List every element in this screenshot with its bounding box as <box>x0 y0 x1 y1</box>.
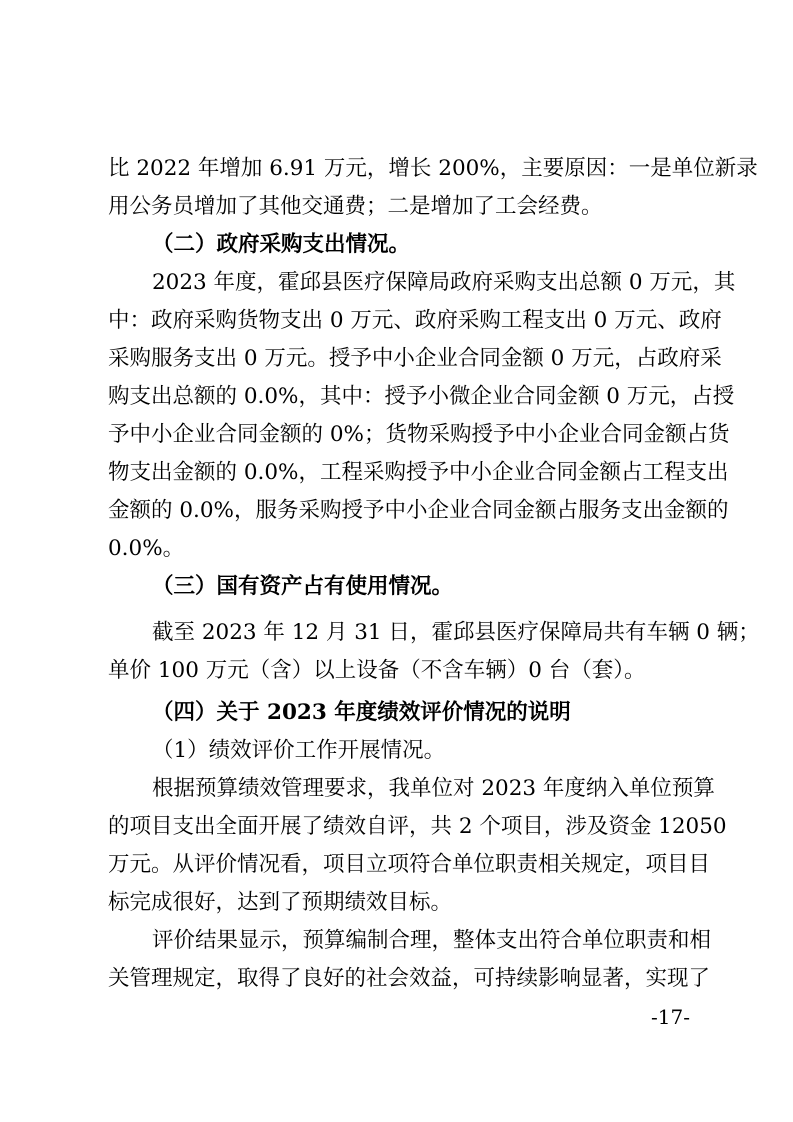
body-text-line: 单价 100 万元（含）以上设备（不含车辆）0 台（套）。 <box>108 658 646 683</box>
body-text-line: 金额的 0.0%，服务采购授予中小企业合同金额占服务支出金额的 <box>108 498 729 523</box>
section-heading: （四）关于 2023 年度绩效评价情况的说明 <box>152 700 571 725</box>
body-text-line: 用公务员增加了其他交通费；二是增加了工会经费。 <box>108 194 603 219</box>
body-text-line: 万元。从评价情况看，项目立项符合单位职责相关规定，项目目 <box>108 852 711 877</box>
body-text-line: 标完成很好，达到了预期绩效目标。 <box>108 890 453 915</box>
body-text-line: 采购服务支出 0 万元。授予中小企业合同金额 0 万元，占政府采 <box>108 346 722 371</box>
body-text-line: 根据预算绩效管理要求，我单位对 2023 年度纳入单位预算 <box>152 776 715 801</box>
subsection-heading: （1）绩效评价工作开展情况。 <box>152 738 446 763</box>
body-text-line: 评价结果显示，预算编制合理，整体支出符合单位职责和相 <box>152 928 712 953</box>
body-text-line: 0.0%。 <box>108 536 185 561</box>
body-text-line: 中：政府采购货物支出 0 万元、政府采购工程支出 0 万元、政府 <box>108 308 722 333</box>
body-text-line: 予中小企业合同金额的 0%；货物采购授予中小企业合同金额占货 <box>108 422 730 447</box>
page-number: -17- <box>651 1005 690 1029</box>
section-heading: （三）国有资产占有使用情况。 <box>152 574 454 599</box>
body-text-line: 物支出金额的 0.0%，工程采购授予中小企业合同金额占工程支出 <box>108 460 729 485</box>
body-text-line: 比 2022 年增加 6.91 万元，增长 200%，主要原因：一是单位新录 <box>108 156 758 181</box>
body-text-line: 截至 2023 年 12 月 31 日，霍邱县医疗保障局共有车辆 0 辆； <box>152 620 760 645</box>
section-heading: （二）政府采购支出情况。 <box>152 232 411 257</box>
body-text-line: 购支出总额的 0.0%，其中：授予小微企业合同金额 0 万元，占授 <box>108 384 735 409</box>
body-text-line: 的项目支出全面开展了绩效自评，共 2 个项目，涉及资金 12050 <box>108 814 727 839</box>
body-text-line: 关管理规定，取得了良好的社会效益，可持续影响显著，实现了 <box>108 966 711 991</box>
body-text-line: 2023 年度，霍邱县医疗保障局政府采购支出总额 0 万元，其 <box>152 270 736 295</box>
